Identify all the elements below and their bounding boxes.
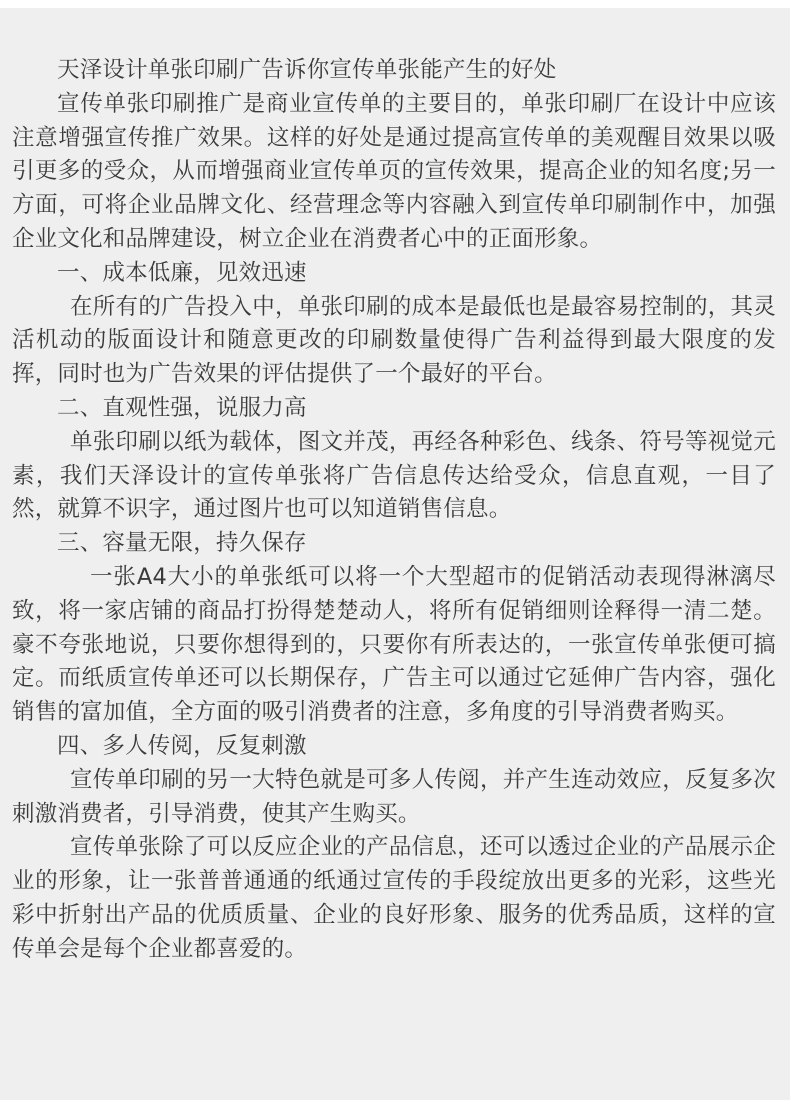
section-1-heading: 一、成本低廉，见效迅速: [57, 259, 307, 286]
intro-paragraph: 宣传单张印刷推广是商业宣传单的主要目的，单张印刷厂在设计中应该注意增强宣传推广效果。这样的好处是通过提高宣传单的美观醒目效果以吸引更多的受众，从而增强商业宣传单页的宣传效果，提高企业的知名度;另一方面，可将企业品牌文化、经营理念等内容融入到宣传单印刷制作中，加强企业文化和品牌建设，树立企业在消费者心中的正面形象。: [12, 90, 776, 252]
section-4-body: 宣传单印刷的另一大特色就是可多人传阅，并产生连动效应，反复多次刺激消费者，引导消费，使其产生购买。: [12, 766, 776, 827]
closing-paragraph: 宣传单张除了可以反应企业的产品信息，还可以透过企业的产品展示企业的形象，让一张普普通通的纸通过宣传的手段绽放出更多的光彩，这些光彩中折射出产品的优质质量、企业的良好形象、服务的优秀品质，这样的宣传单会是每个企业都喜爱的。: [12, 834, 776, 962]
section-3-heading: 三、容量无限，持久保存: [57, 530, 307, 557]
article-title: 天泽设计单张印刷广告诉你宣传单张能产生的好处: [57, 57, 557, 83]
section-3-body: 一张A4大小的单张纸可以将一个大型超市的促销活动表现得淋漓尽致，将一家店铺的商品打扮得楚楚动人，将所有促销细则诠释得一清二楚。豪不夸张地说，只要你想得到的，只要你有所表达的，一张宣传单张便可搞定。而纸质宣传单还可以长期保存，广告主可以通过它延伸广告内容，强化销售的富加值，全方面的吸引消费者的注意，多角度的引导消费者购买。: [12, 563, 776, 726]
section-2-heading: 二、直观性强，说服力高: [57, 394, 307, 421]
section-4-heading: 四、多人传阅，反复刺激: [57, 732, 307, 759]
section-2-body: 单张印刷以纸为载体，图文并茂，再经各种彩色、线条、符号等视觉元素，我们天泽设计的宣传单张将广告信息传达给受众，信息直观，一目了然，就算不识字，通过图片也可以知道销售信息。: [12, 428, 776, 523]
section-1-body: 在所有的广告投入中，单张印刷的成本是最低也是最容易控制的，其灵活机动的版面设计和随意更改的印刷数量使得广告利益得到最大限度的发挥，同时也为广告效果的评估提供了一个最好的平台。: [12, 293, 776, 388]
article-page: [0, 8, 790, 1100]
